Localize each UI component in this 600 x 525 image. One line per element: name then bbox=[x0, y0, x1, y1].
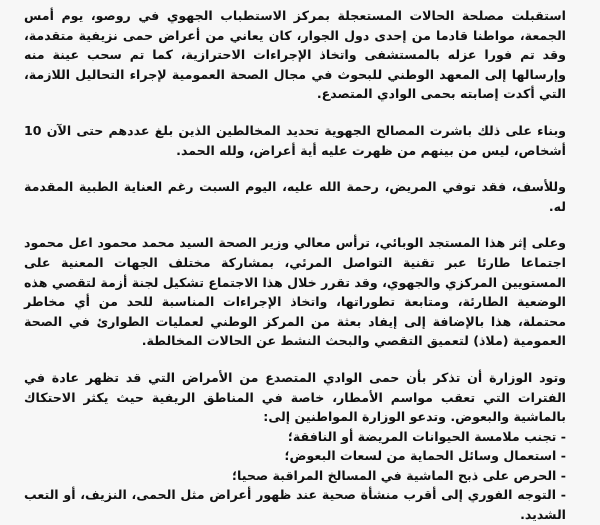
paragraph-ministry-meeting: وعلى إثر هذا المستجد الوبائي، ترأس معالي وزير الصحة السيد محمد محمود اعل محمود اجتماعا طارئا عبر تقنية التواصل المرئي، بمشاركة مختلف الجهات المعنية على المستويين المركزي والجهوي، وقد تقرر خلال هذا الاجتماع تشكيل لجنة أزمة لتقصي هذه الوضعية الطارئة، ومتابعة تطوراتها، واتخاذ الإجراءات المناسبة للحد من أي مخاطر محتملة، هذا بالإضافة إلى إيفاد بعثة من المركز الوطني لعمليات الطوارئ في الصحة العمومية (ملاذ) لتعميق التقصي والبحث النشط عن الحالات المخالطة. bbox=[24, 235, 566, 349]
paragraph-reminder: وتود الوزارة أن تذكر بأن حمى الوادي المتصدع من الأمراض التي قد تظهر عادة في الفترات التي تعقب مواسم الأمطار، خاصة في المناطق الريفية حيث يكثر الاحتكاك بالماشية والبعوض. وتدعو الوزارة المواطنين إلى: bbox=[24, 369, 566, 425]
paragraph-case-report: استقبلت مصلحة الحالات المستعجلة بمركز الاستطباب الجهوي في روصو، يوم أمس الجمعة، مواطنا قادما من إحدى دول الجوار، كان يعاني من أعراض حمى نزيفية متقدمة، وقد تم فورا عزله بالمستشفى واتخاذ الإجراءات الاحترازية، كما تم سحب عينة منه وإرسالها إلى المعهد الوطني للبحوث في مجال الصحة العمومية لإجراء التحاليل اللازمة، التي أكدت إصابته بحمى الوادي المتصدع. bbox=[24, 8, 566, 102]
list-item: - الحرص على ذبح الماشية في المسالخ المراقبة صحيا؛ bbox=[24, 466, 566, 486]
paragraph-contacts: وبناء على ذلك باشرت المصالح الجهوية تحديد المخالطين الذين بلغ عددهم حتى الآن 10 أشخاص، ليس من بينهم من ظهرت عليه أية أعراض، ولله الحمد. bbox=[24, 122, 566, 158]
list-item: - استعمال وسائل الحماية من لسعات البعوض؛ bbox=[24, 446, 566, 466]
list-item: - التوجه الفوري إلى أقرب منشأة صحية عند ظهور أعراض مثل الحمى، النزيف، أو التعب الشديد. bbox=[24, 485, 566, 524]
recommendations-list bbox=[24, 427, 566, 525]
list-item: - تجنب ملامسة الحيوانات المريضة أو النافقة؛ bbox=[24, 427, 566, 447]
paragraph-death: وللأسف، فقد توفي المريض، رحمة الله عليه، اليوم السبت رغم العناية الطبية المقدمة له. bbox=[24, 179, 566, 214]
